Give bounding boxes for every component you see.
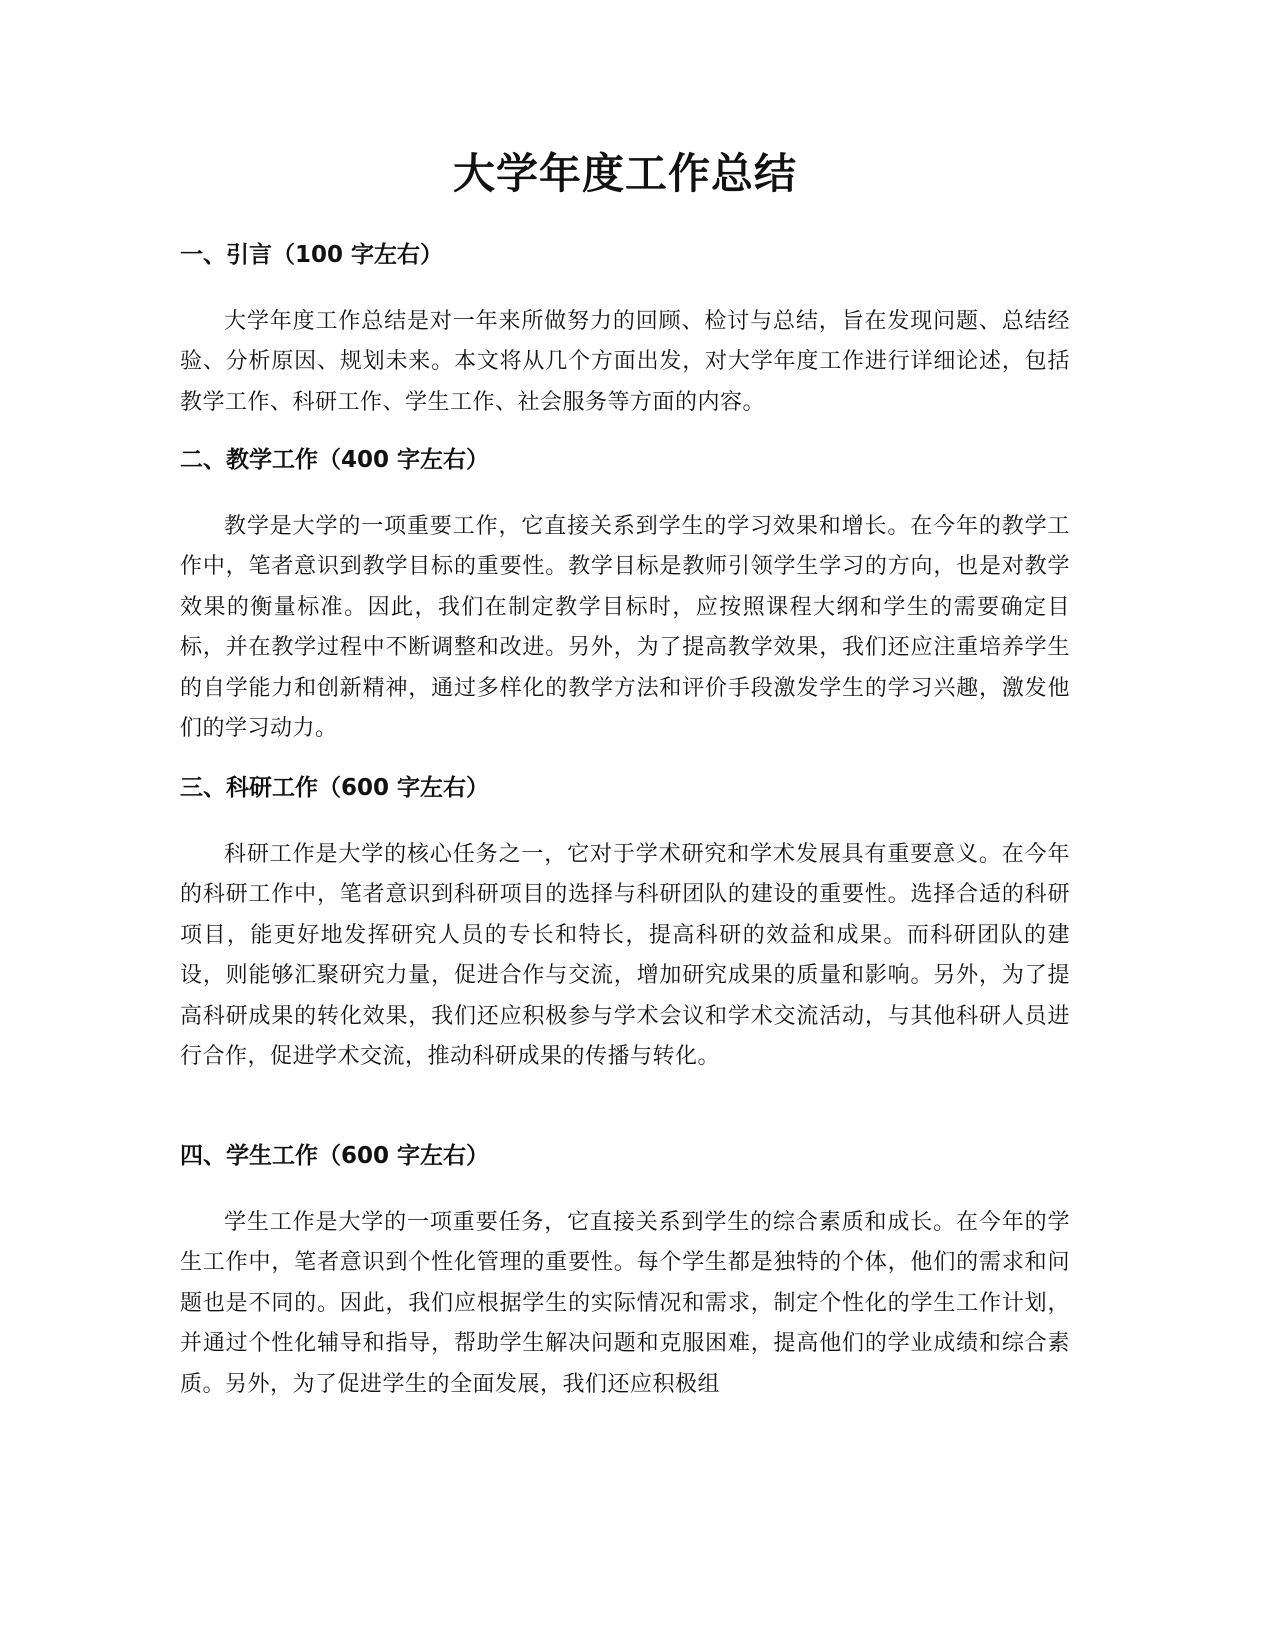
section-paragraph: 科研工作是大学的核心任务之一，它对于学术研究和学术发展具有重要意义。在今年的科研工作中，笔者意识到科研项目的选择与科研团队的建设的重要性。选择合适的科研项目，能更好地发挥研究人员的专长和特长，提高科研的效益和成果。而科研团队的建设，则能够汇聚研究力量，促进合作与交流，增加研究成果的质量和影响。另外，为了提高科研成果的转化效果，我们还应积极参与学术会议和学术交流活动，与其他科研人员进行合作，促进学术交流，推动科研成果的传播与转化。 [180, 842, 1070, 1070]
section-paragraph: 大学年度工作总结是对一年来所做努力的回顾、检讨与总结，旨在发现问题、总结经验、分析原因、规划未来。本文将从几个方面出发，对大学年度工作进行详细论述，包括教学工作、科研工作、学生工作、社会服务等方面的内容。 [180, 309, 1070, 415]
section-heading: 一、引言（100 字左右） [180, 242, 444, 268]
section-heading: 二、教学工作（400 字左右） [180, 447, 490, 473]
document-title: 大学年度工作总结 [452, 149, 797, 198]
section-paragraph: 学生工作是大学的一项重要任务，它直接关系到学生的综合素质和成长。在今年的学生工作中，笔者意识到个性化管理的重要性。每个学生都是独特的个体，他们的需求和问题也是不同的。因此，我们应根据学生的实际情况和需求，制定个性化的学生工作计划，并通过个性化辅导和指导，帮助学生解决问题和克服困难，提高他们的学业成绩和综合素质。另外，为了促进学生的全面发展，我们还应积极组 [180, 1210, 1070, 1397]
document-page [180, 0, 1070, 1650]
section-research [180, 771, 1070, 1077]
section-introduction [180, 238, 1070, 423]
section-heading: 四、学生工作（600 字左右） [180, 1143, 490, 1169]
section-heading: 三、科研工作（600 字左右） [180, 775, 490, 801]
section-student-work [180, 1139, 1070, 1405]
section-paragraph: 教学是大学的一项重要工作，它直接关系到学生的学习效果和增长。在今年的教学工作中，笔者意识到教学目标的重要性。教学目标是教师引领学生学习的方向，也是对教学效果的衡量标准。因此，我们在制定教学目标时，应按照课程大纲和学生的需要确定目标，并在教学过程中不断调整和改进。另外，为了提高教学效果，我们还应注重培养学生的自学能力和创新精神，通过多样化的教学方法和评价手段激发学生的学习兴趣，激发他们的学习动力。 [180, 514, 1070, 742]
section-teaching [180, 443, 1070, 749]
